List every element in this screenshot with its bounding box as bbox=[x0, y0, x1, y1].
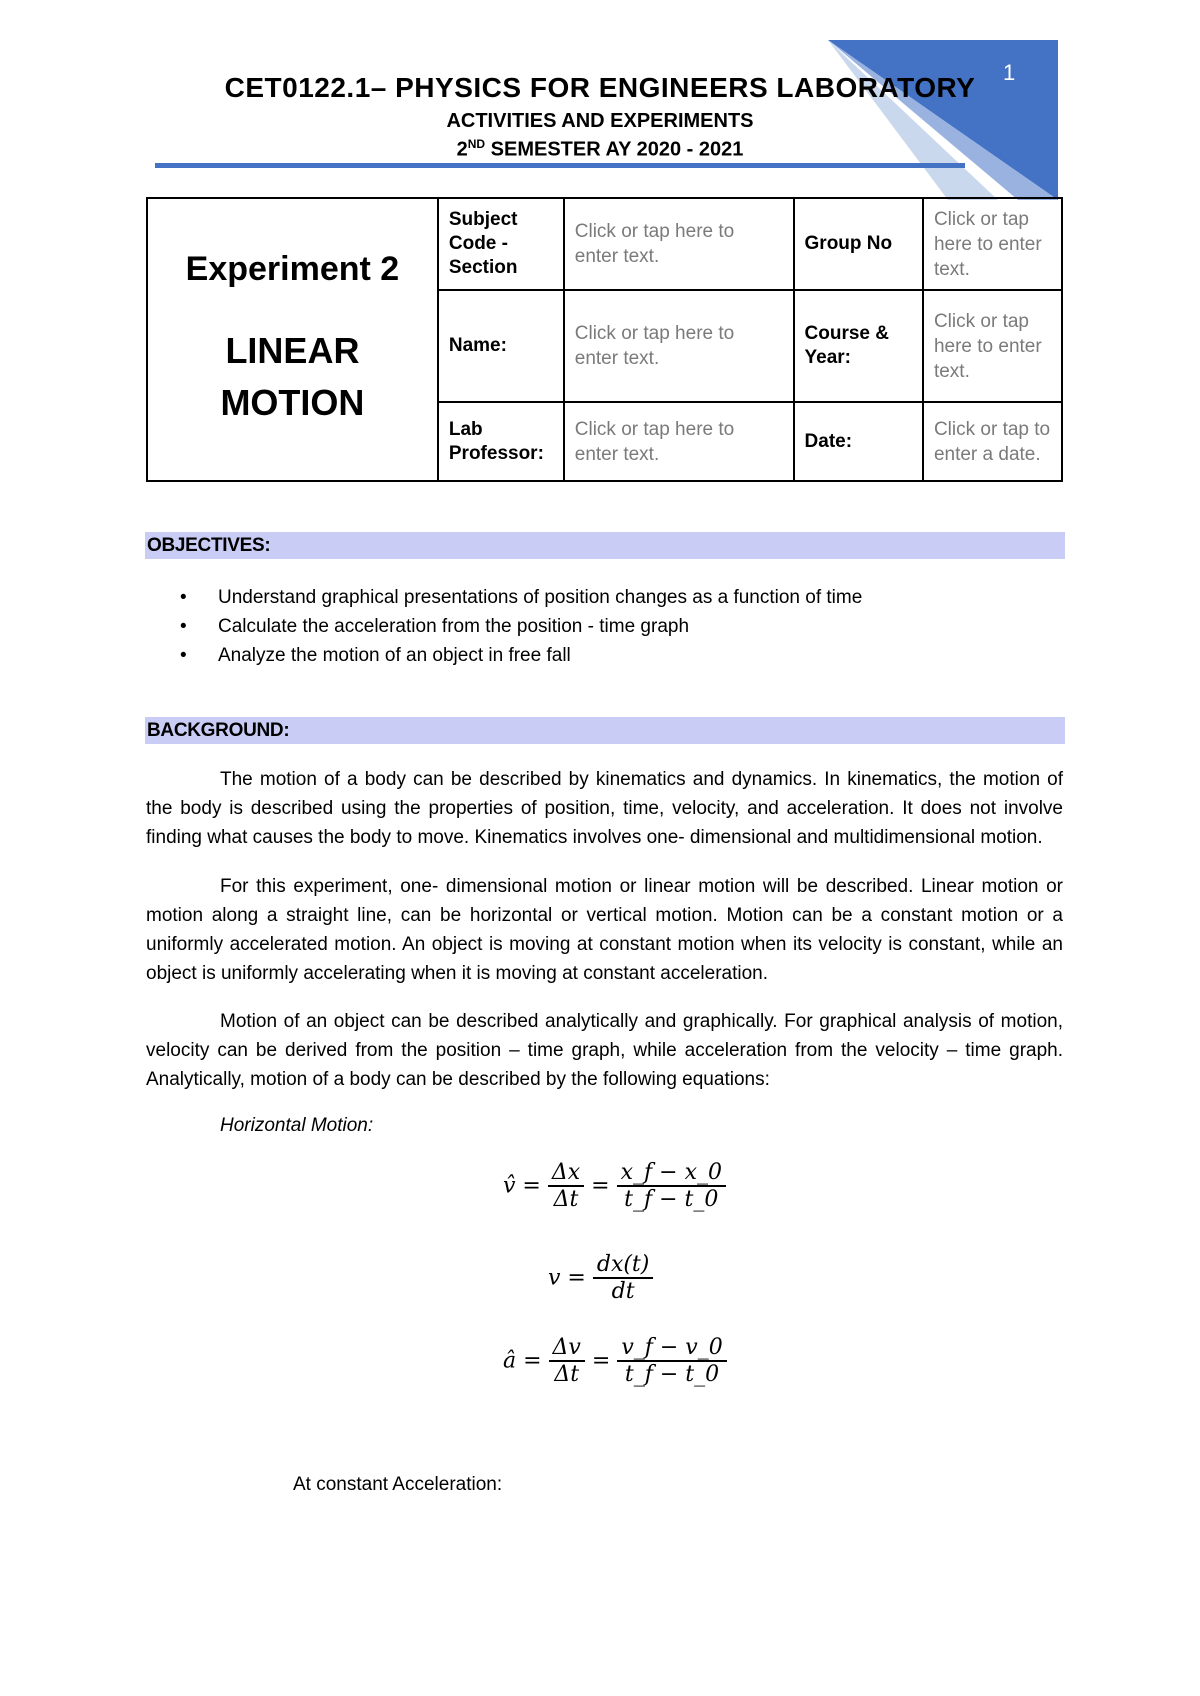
bullet-icon: • bbox=[180, 616, 187, 637]
horizontal-motion-heading: Horizontal Motion: bbox=[220, 1115, 374, 1136]
experiment-cell bbox=[147, 198, 438, 481]
course-title: CET0122.1– PHYSICS FOR ENGINEERS LABORATORY bbox=[224, 72, 976, 103]
group-no-label: Group No bbox=[804, 233, 893, 254]
bullet-icon: • bbox=[180, 587, 187, 608]
experiment-name-line2: MOTION bbox=[220, 382, 365, 423]
header-rule bbox=[155, 163, 965, 168]
background-heading: BACKGROUND: bbox=[145, 717, 1065, 744]
experiment-number: Experiment 2 bbox=[185, 250, 400, 288]
experiment-name-line1: LINEAR bbox=[225, 330, 360, 371]
equation-average-velocity: v̂ = $\frac{\Delta x}{\Delta t}$ = $\frac{x\_f - x\_0}{t\_f - t\_0}$ bbox=[503, 1160, 726, 1212]
objectives-heading: OBJECTIVES: bbox=[145, 532, 1065, 559]
list-item: • Understand graphical presentations of position changes as a function of time bbox=[176, 583, 862, 612]
equation-average-acceleration: â = $\frac{\Delta v}{\Delta t}$ = $\frac{v\_f - v\_0}{t\_f - t\_0}$ bbox=[503, 1335, 727, 1387]
semester-line: 2ND SEMESTER AY 2020 - 2021 bbox=[456, 137, 744, 161]
bullet-icon: • bbox=[180, 645, 187, 666]
background-paragraph-3: Motion of an object can be described analytically and graphically. For graphical analysis of motion, velocity can be derived from the position – time graph, while acceleration from the velocity – time graph. Analytically, motion of a body can be described by the following equations: bbox=[146, 1011, 1063, 1090]
course-year-label: Course & Year: bbox=[804, 323, 889, 368]
date-field[interactable]: Click or tap to enter a date. bbox=[933, 418, 1051, 465]
list-item: • Calculate the acceleration from the position - time graph bbox=[176, 612, 862, 641]
page-number: 1 bbox=[1003, 60, 1016, 85]
group-no-field[interactable]: Click or tap here to enter text. bbox=[933, 208, 1042, 280]
objectives-list bbox=[176, 583, 862, 670]
name-label: Name: bbox=[448, 335, 507, 356]
list-item: • Analyze the motion of an object in free fall bbox=[176, 641, 862, 670]
course-year-field[interactable]: Click or tap here to enter text. bbox=[933, 310, 1042, 382]
lab-professor-field[interactable]: Click or tap here to enter text. bbox=[574, 418, 735, 465]
equation-instantaneous-velocity: v = $\frac{dx(t)}{dt}$ bbox=[548, 1252, 653, 1304]
date-label: Date: bbox=[804, 430, 853, 452]
subject-code-label: Subject Code - Section bbox=[448, 209, 518, 278]
constant-acceleration-heading: At constant Acceleration: bbox=[293, 1474, 503, 1495]
background-paragraph-1: The motion of a body can be described by kinematics and dynamics. In kinematics, the motion of the body is described using the properties of position, time, velocity, and acceleration. It does not involve finding what causes the body to move. Kinematics involves one- dimensional and multidimensional motion. bbox=[146, 769, 1063, 848]
info-table bbox=[146, 197, 1063, 482]
name-field[interactable]: Click or tap here to enter text. bbox=[574, 323, 735, 369]
background-paragraph-2: For this experiment, one- dimensional motion or linear motion will be described. Linear motion or motion along a straight line, can be horizontal or vertical motion. Motion can be a constant motion or a uniformly accelerated motion. An object is moving at constant motion when its velocity is constant, while an object is uniformly accelerating when it is moving at constant acceleration. bbox=[146, 876, 1063, 984]
course-subtitle: ACTIVITIES AND EXPERIMENTS bbox=[446, 110, 754, 132]
subject-code-field[interactable]: Click or tap here to enter text. bbox=[574, 221, 735, 267]
lab-professor-label: Lab Professor: bbox=[448, 418, 544, 464]
